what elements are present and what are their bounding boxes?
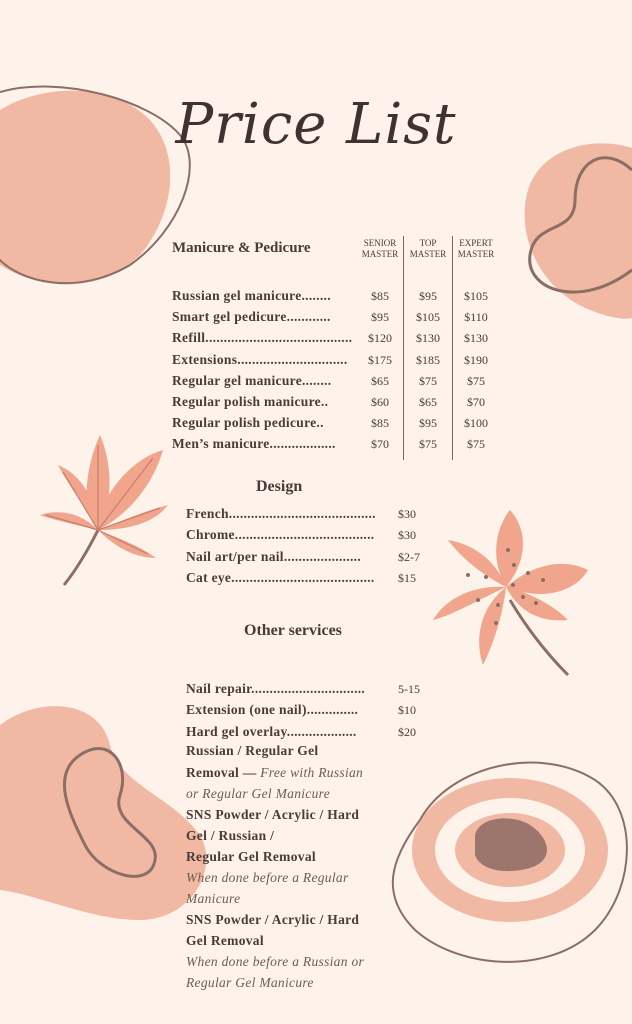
removal-item-1-note-line: or Regular Gel Manicure [186, 786, 330, 801]
removal-item-1-line1: Russian / Regular Gel [186, 743, 319, 758]
column-header-line: EXPERT [459, 238, 493, 248]
removal-item-2-line1: SNS Powder / Acrylic / Hard [186, 807, 360, 822]
blob-top-right [520, 140, 632, 320]
service-price: $85 [371, 416, 389, 431]
service-price: $75 [419, 437, 437, 452]
design-price: $15 [398, 570, 416, 585]
column-header-line: SENIOR [363, 238, 397, 248]
column-header-line: TOP [419, 238, 437, 248]
removal-item-3-note1: When done before a Russian or [186, 954, 365, 969]
service-name: Regular polish pedicure.. [172, 415, 324, 431]
design-item: Nail art/per nail..................... [186, 548, 362, 564]
column-header-line: MASTER [409, 249, 447, 259]
service-name: Smart gel pedicure............ [172, 309, 331, 325]
other-service-item: Nail repair............................... [186, 681, 366, 696]
service-price: $75 [419, 373, 437, 388]
service-price: $95 [419, 416, 437, 431]
service-price: $65 [371, 373, 389, 388]
section-heading-other: Other services [244, 622, 342, 639]
design-item: Cat eye....................................... [186, 569, 375, 585]
service-price: $185 [416, 352, 440, 367]
blob-bottom-left [0, 695, 215, 930]
service-price: $60 [371, 395, 389, 409]
column-header-top [406, 238, 450, 260]
service-price: $130 [464, 331, 488, 346]
page-title: Price List [175, 92, 457, 157]
removal-item-3-note2: Regular Gel Manicure [186, 975, 314, 990]
service-price: $70 [467, 395, 485, 409]
removal-item-3-line1: SNS Powder / Acrylic / Hard [186, 912, 360, 927]
service-price: $95 [371, 310, 389, 325]
removal-item-2-line3: Regular Gel Removal [186, 849, 316, 864]
service-price: $105 [464, 289, 488, 303]
service-price: $130 [416, 331, 440, 346]
service-price: $70 [371, 437, 389, 452]
service-price: $95 [419, 289, 437, 303]
column-header-expert [454, 238, 498, 260]
service-name: Russian gel manicure........ [172, 288, 331, 303]
leaf-left [38, 430, 173, 590]
removal-item-2-note1: When done before a Regular [186, 870, 349, 885]
service-price: $105 [416, 310, 440, 325]
service-price: $190 [464, 352, 488, 367]
service-name: Extensions.............................. [172, 351, 348, 367]
design-price: $30 [398, 528, 416, 543]
column-header-line: MASTER [361, 249, 399, 259]
column-header-senior [358, 238, 402, 260]
service-price: $75 [467, 437, 485, 452]
service-price: $65 [419, 395, 437, 409]
removal-item-1-note: Free with Russian [260, 765, 364, 780]
service-price: $120 [368, 331, 392, 346]
other-service-price: $10 [398, 703, 416, 718]
service-name: Men’s manicure.................. [172, 436, 336, 452]
service-price: $85 [371, 289, 389, 303]
section-heading-manicure: Manicure & Pedicure [172, 240, 311, 256]
other-service-price: 5-15 [398, 682, 420, 696]
service-price: $110 [464, 310, 488, 325]
service-price: $100 [464, 416, 488, 431]
flower-right [428, 505, 593, 680]
column-divider [403, 236, 404, 460]
removal-item-2-line2: Gel / Russian / [186, 828, 275, 843]
removal-item-3-line2: Gel Removal [186, 933, 264, 948]
service-price: $75 [467, 373, 485, 388]
service-name: Refill........................................ [172, 330, 353, 346]
section-heading-design: Design [256, 478, 303, 495]
design-price: $30 [398, 507, 416, 521]
removal-item-2-note2: Manicure [186, 891, 241, 906]
other-service-price: $20 [398, 724, 416, 739]
column-divider [452, 236, 453, 460]
design-price: $2-7 [398, 549, 420, 564]
column-header-line: MASTER [457, 249, 495, 259]
removal-item-1-label: Removal — [186, 765, 261, 780]
service-price: $175 [368, 352, 392, 367]
rings-bottom-right [380, 750, 632, 975]
service-name: Regular gel manicure........ [172, 372, 332, 388]
design-item: French........................................ [186, 506, 376, 521]
removal-item-1-line2 [186, 765, 363, 781]
other-service-item: Hard gel overlay................... [186, 723, 357, 739]
other-service-item: Extension (one nail).............. [186, 702, 359, 718]
service-name: Regular polish manicure.. [172, 394, 329, 409]
design-item: Chrome...................................... [186, 527, 375, 543]
